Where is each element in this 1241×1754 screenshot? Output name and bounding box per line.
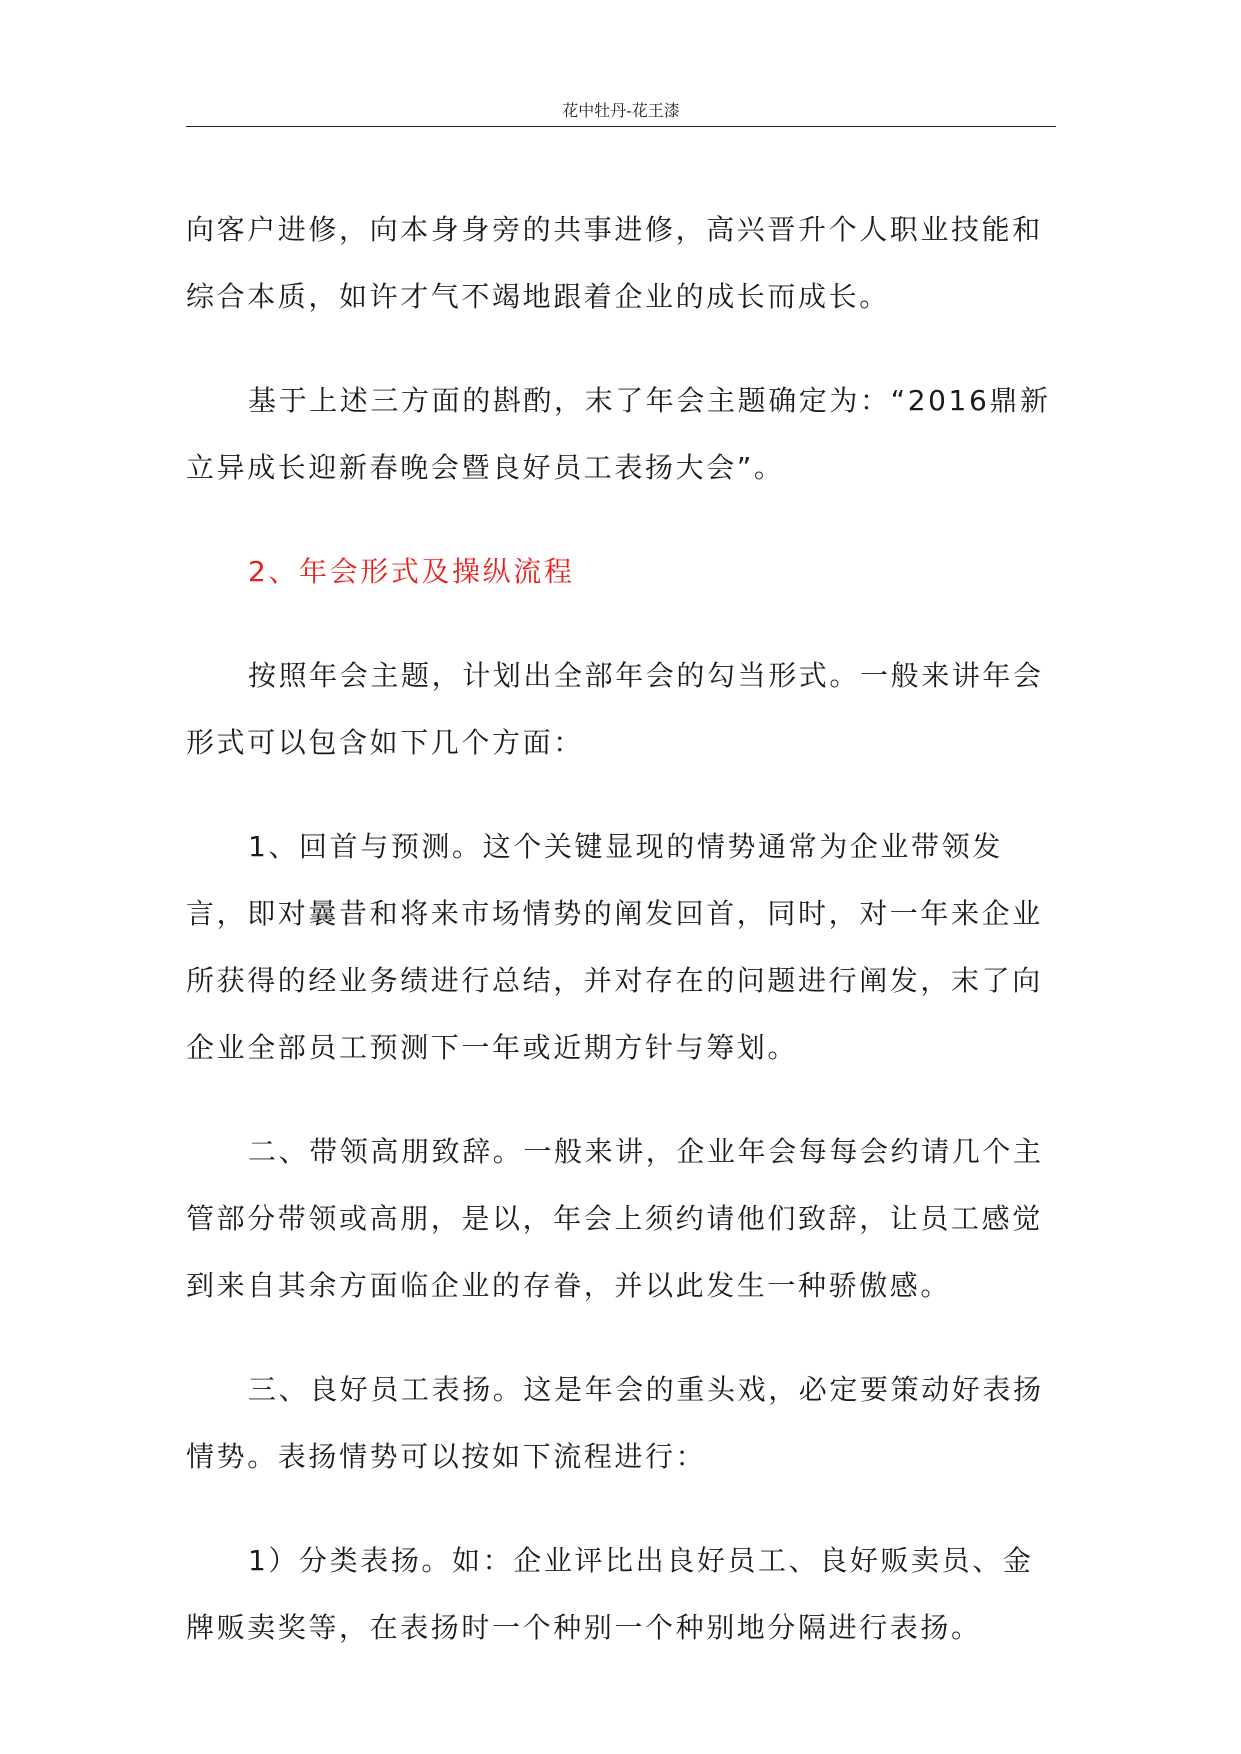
paragraph-continuation: 向客户进修，向本身身旁的共事进修，高兴晋升个人职业技能和综合本质，如许才气不竭地跟着企业的成长而成长。 [186, 213, 1043, 313]
document-body [186, 196, 1058, 1698]
page-header [186, 86, 1056, 127]
paragraph-employee-award: 三、良好员工表扬。这是年会的重头戏，必定要策动好表扬情势。表扬情势可以按如下流程进行： [186, 1373, 1044, 1473]
section-heading: 2、年会形式及操纵流程 [248, 555, 575, 588]
paragraph-theme: 基于上述三方面的斟酌，末了年会主题确定为：“2016鼎新立异成长迎新春晚会暨良好员工表扬大会”。 [186, 384, 1051, 484]
paragraph-format-intro: 按照年会主题，计划出全部年会的勾当形式。一般来讲年会形式可以包含如下几个方面： [186, 659, 1044, 759]
header-title: 花中牡丹-花王漆 [562, 101, 680, 120]
paragraph-category-award: 1）分类表扬。如：企业评比出良好员工、良好贩卖员、金牌贩卖奖等，在表扬时一个种别一个种别地分隔进行表扬。 [186, 1544, 1034, 1644]
paragraph-guest-speech: 二、带领高朋致辞。一般来讲，企业年会每每会约请几个主管部分带领或高朋，是以，年会上须约请他们致辞，让员工感觉到来自其余方面临企业的存眷，并以此发生一种骄傲感。 [186, 1135, 1044, 1302]
paragraph-review-forecast: 1、回首与预测。这个关键显现的情势通常为企业带领发言，即对曩昔和将来市场情势的阐发回首，同时，对一年来企业所获得的经业务绩进行总结，并对存在的问题进行阐发，末了向企业全部员工预测下一年或近期方针与筹划。 [186, 830, 1043, 1064]
